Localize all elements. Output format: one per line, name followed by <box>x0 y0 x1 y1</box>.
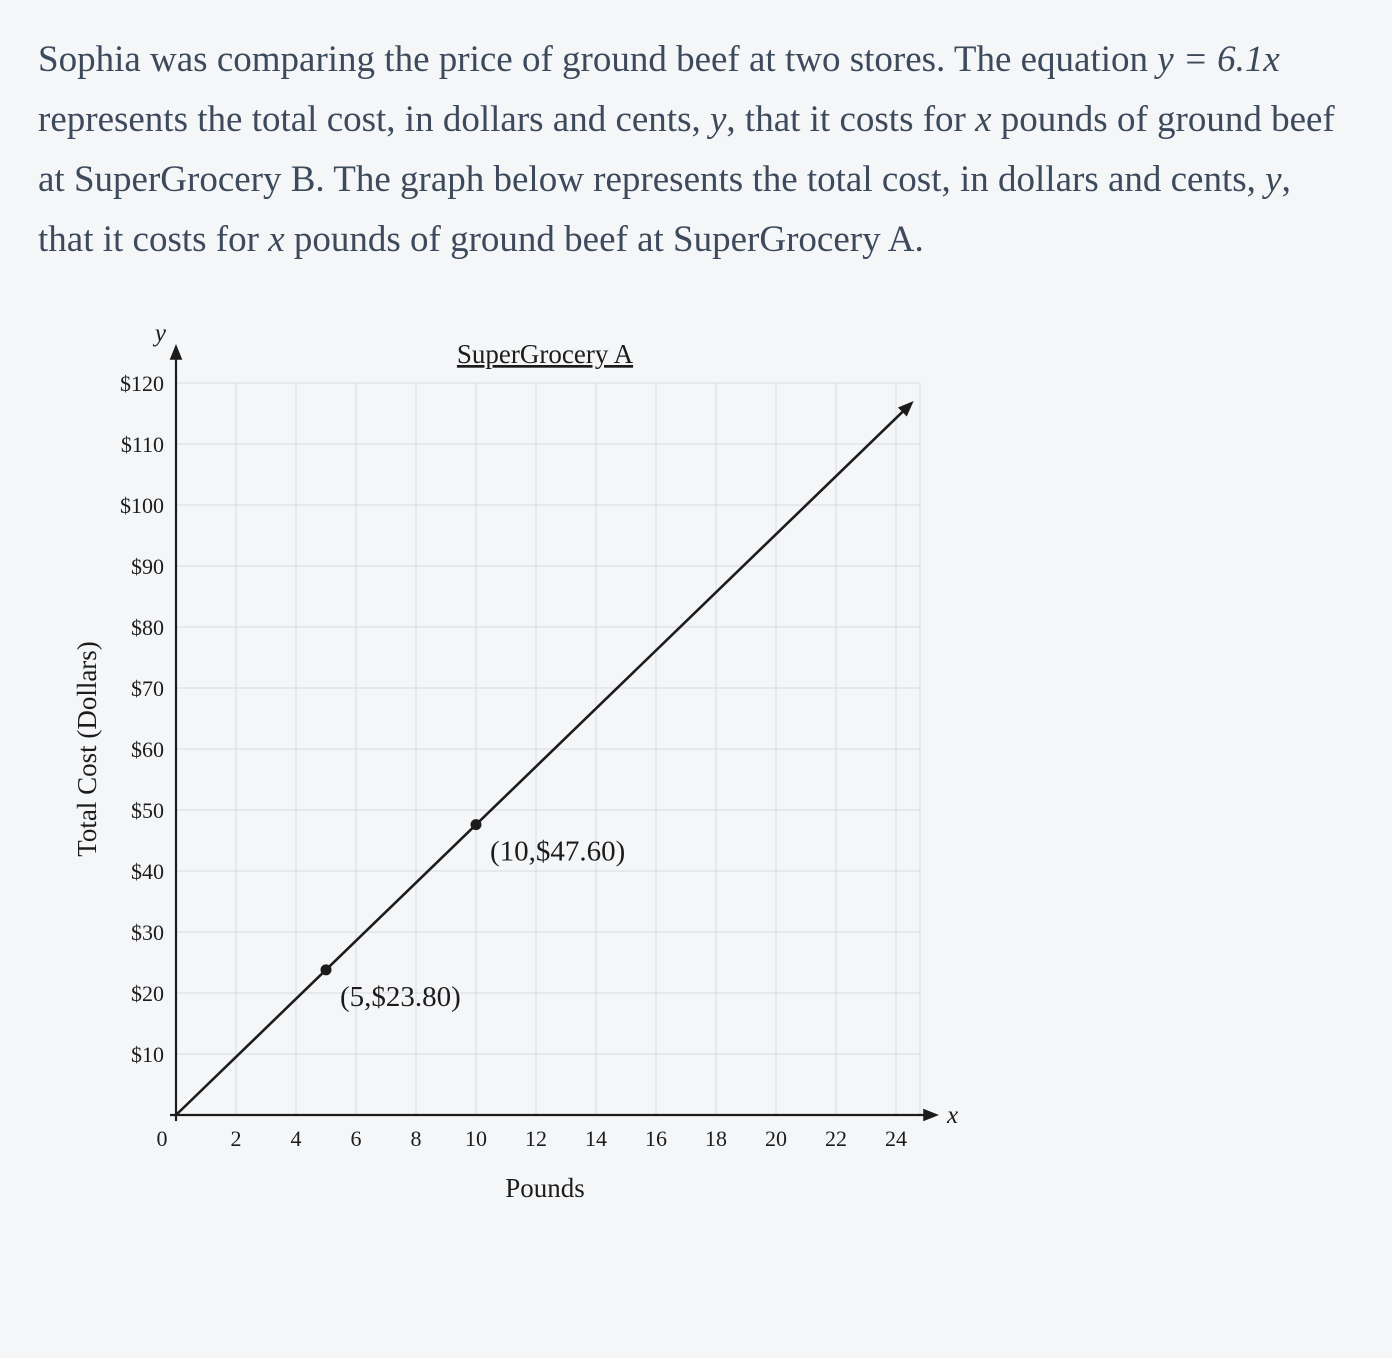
x-tick-label: 24 <box>885 1125 907 1151</box>
problem-text-segment: represents the total cost, in dollars and cents, <box>38 98 710 140</box>
x-tick-label: 22 <box>825 1125 847 1151</box>
problem-text-segment: , that it costs for <box>38 158 1291 260</box>
chart-title: SuperGrocery A <box>456 338 634 369</box>
math-expression: y <box>709 98 727 140</box>
math-expression: x <box>268 218 285 260</box>
y-tick-label: $60 <box>131 736 164 762</box>
x-tick-label: 12 <box>525 1125 547 1151</box>
math-expression: x <box>975 98 992 140</box>
y-tick-label: $30 <box>131 919 164 945</box>
y-tick-label: $40 <box>131 858 164 884</box>
x-tick-label: 2 <box>230 1125 242 1151</box>
problem-text-segment: pounds of ground beef at SuperGrocery B. The graph below represents the total cost, in dollars and cents, <box>38 98 1335 200</box>
data-point <box>471 819 482 830</box>
problem-text-segment: pounds of ground beef at SuperGrocery A. <box>284 218 924 260</box>
x-axis-arrow <box>923 1108 939 1121</box>
math-expression: y <box>1265 158 1282 200</box>
line-chart <box>66 325 966 1225</box>
data-line <box>176 408 907 1115</box>
problem-text-segment: Sophia was comparing the price of ground beef at two stores. The equation <box>38 39 1158 80</box>
y-tick-label: $80 <box>131 614 164 640</box>
y-tick-label: $20 <box>131 980 164 1006</box>
y-tick-label: $50 <box>131 797 164 823</box>
y-tick-label: $10 <box>131 1041 164 1067</box>
x-tick-label: 14 <box>585 1125 607 1151</box>
x-tick-label: 16 <box>645 1125 667 1151</box>
y-tick-label: $70 <box>131 675 164 701</box>
origin-label: 0 <box>156 1125 168 1151</box>
x-tick-label: 4 <box>290 1125 302 1151</box>
x-tick-label: 18 <box>705 1125 727 1151</box>
x-tick-label: 20 <box>765 1125 787 1151</box>
x-axis-title: Pounds <box>505 1172 585 1203</box>
y-tick-label: $120 <box>120 370 164 396</box>
data-point-label: (5,$23.80) <box>340 980 461 1013</box>
y-axis-arrow <box>170 344 183 360</box>
math-expression: y = 6.1x <box>1157 39 1280 80</box>
y-tick-label: $100 <box>120 492 164 518</box>
problem-text-segment: , that it costs for <box>726 98 976 140</box>
x-axis-symbol: x <box>947 1101 959 1129</box>
chart-figure <box>66 325 1352 1230</box>
y-axis-symbol: y <box>154 324 166 347</box>
x-tick-label: 10 <box>465 1125 487 1151</box>
y-tick-label: $110 <box>120 431 164 457</box>
data-point-label: (10,$47.60) <box>490 835 626 868</box>
x-tick-label: 6 <box>350 1125 362 1151</box>
problem-text <box>38 30 1352 270</box>
x-tick-label: 8 <box>410 1125 422 1151</box>
y-axis-title: Total Cost (Dollars) <box>72 640 102 857</box>
y-tick-label: $90 <box>131 553 164 579</box>
data-point <box>321 964 332 975</box>
